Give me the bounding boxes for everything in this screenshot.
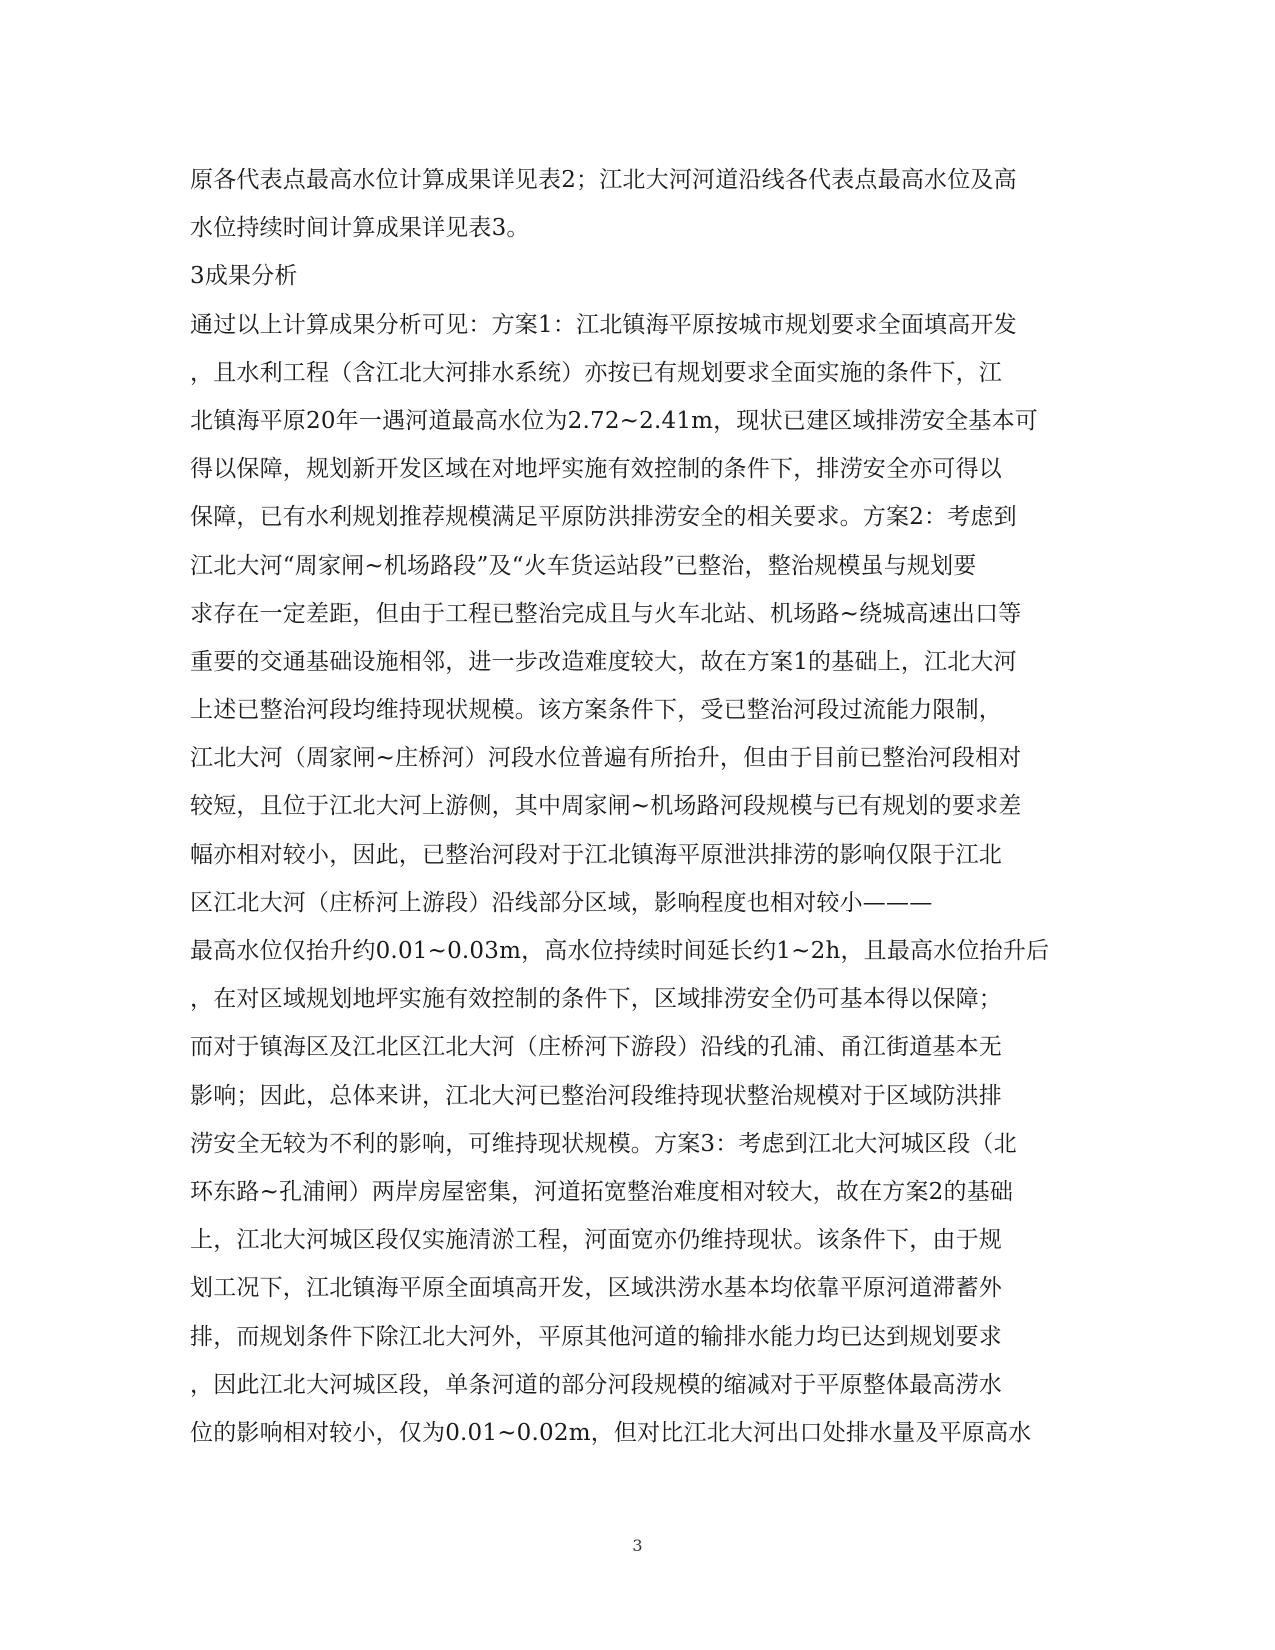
text-line: ，在对区域规划地坪实施有效控制的条件下，区域排涝安全仍可基本得以保障； — [190, 986, 1002, 1013]
text-line: 江北大河“周家闸~机场路段”及“火车货运站段”已整治，整治规模虽与规划要 — [190, 552, 977, 579]
text-line: 求存在一定差距，但由于工程已整治完成且与火车北站、机场路~绕城高速出口等 — [190, 600, 1022, 627]
text-line: 保障，已有水利规划推荐规模满足平原防洪排涝安全的相关要求。方案2：考虑到 — [190, 504, 1017, 531]
text-line: ，因此江北大河城区段，单条河道的部分河段规模的缩减对于平原整体最高涝水 — [190, 1371, 1002, 1398]
text-line: 影响；因此，总体来讲，江北大河已整治河段维持现状整治规模对于区域防洪排 — [190, 1082, 1002, 1109]
text-line: 排，而规划条件下除江北大河外，平原其他河道的输排水能力均已达到规划要求 — [190, 1323, 1002, 1350]
text-line: 而对于镇海区及江北区江北大河（庄桥河下游段）沿线的孔浦、甬江街道基本无 — [190, 1034, 1002, 1061]
text-line: 得以保障，规划新开发区域在对地坪实施有效控制的条件下，排涝安全亦可得以 — [190, 456, 1002, 483]
text-line: 重要的交通基础设施相邻，进一步改造难度较大，故在方案1的基础上，江北大河 — [190, 648, 1017, 675]
text-line: 幅亦相对较小，因此，已整治河段对于江北镇海平原泄洪排涝的影响仅限于江北 — [190, 841, 1002, 868]
text-line: 北镇海平原20年一遇河道最高水位为2.72~2.41m，现状已建区域排涝安全基本可 — [190, 407, 1038, 434]
page-number: 3 — [632, 1536, 643, 1555]
section-heading: 3成果分析 — [190, 263, 298, 290]
text-line: 水位持续时间计算成果详见表3。 — [190, 215, 530, 242]
text-line: 江北大河（周家闸~庄桥河）河段水位普遍有所抬升，但由于目前已整治河段相对 — [190, 745, 1022, 772]
text-line: ，且水利工程（含江北大河排水系统）亦按已有规划要求全面实施的条件下，江 — [190, 359, 1002, 386]
text-line: 最高水位仅抬升约0.01~0.03m，高水位持续时间延长约1~2h，且最高水位抬升后 — [190, 938, 1050, 964]
text-line: 上，江北大河城区段仅实施清淤工程，河面宽亦仍维持现状。该条件下，由于规 — [190, 1227, 1002, 1254]
text-line: 环东路~孔浦闸）两岸房屋密集，河道拓宽整治难度相对较大，故在方案2的基础 — [190, 1178, 1014, 1205]
text-line: 区江北大河（庄桥河上游段）沿线部分区域，影响程度也相对较小——— — [190, 889, 933, 916]
text-line: 位的影响相对较小，仅为0.01~0.02m，但对比江北大河出口处排水量及平原高水 — [190, 1419, 1032, 1446]
text-line: 原各代表点最高水位计算成果详见表2；江北大河河道沿线各代表点最高水位及高 — [190, 167, 1017, 193]
text-line: 上述已整治河段均维持现状规模。该方案条件下，受已整治河段过流能力限制， — [190, 697, 1002, 724]
text-line: 涝安全无较为不利的影响，可维持现状规模。方案3：考虑到江北大河城区段（北 — [190, 1130, 1017, 1157]
text-line: 较短，且位于江北大河上游侧，其中周家闸~机场路河段规模与已有规划的要求差 — [190, 793, 1022, 820]
text-line: 通过以上计算成果分析可见：方案1：江北镇海平原按城市规划要求全面填高开发 — [190, 311, 1017, 338]
body-text — [190, 156, 1090, 1457]
text-line: 划工况下，江北镇海平原全面填高开发，区域洪涝水基本均依靠平原河道滞蓄外 — [190, 1275, 1002, 1302]
